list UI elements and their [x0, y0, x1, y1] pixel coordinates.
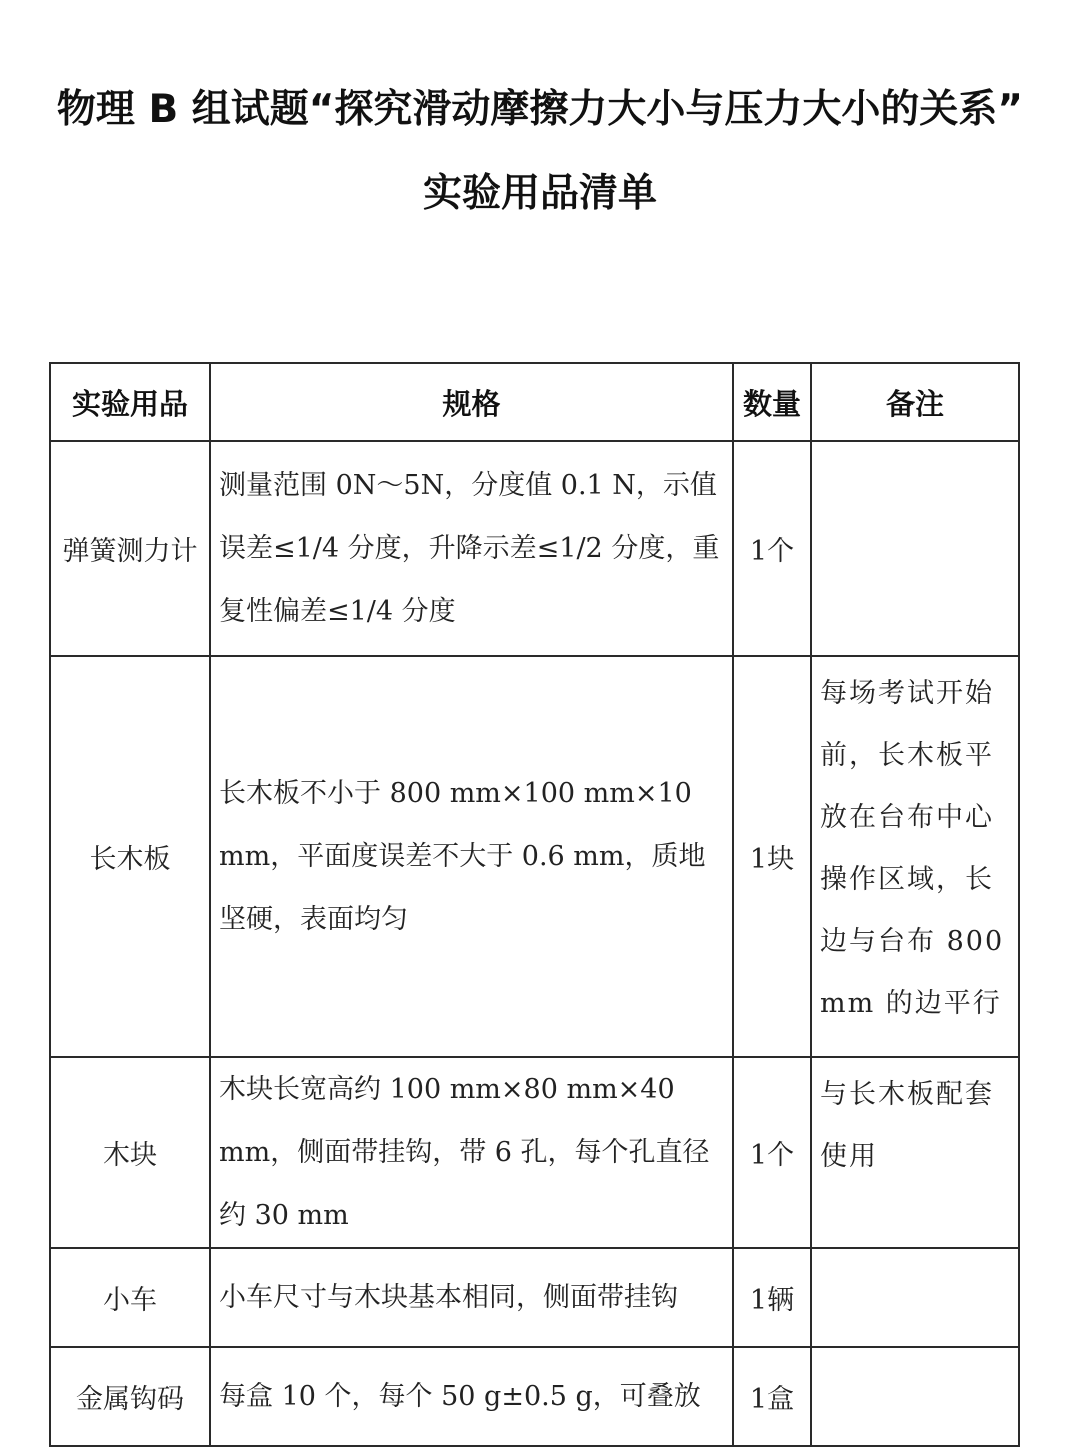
header-spec: 规格	[210, 363, 733, 441]
item-spec: 木块长宽高约 100 mm×80 mm×40 mm，侧面带挂钩，带 6 孔，每个孔直径约 30 mm	[210, 1057, 733, 1248]
table-row	[50, 1248, 1019, 1347]
item-note	[811, 1248, 1019, 1347]
item-quantity: 1块	[733, 656, 811, 1057]
item-name: 长木板	[50, 656, 210, 1057]
item-spec: 小车尺寸与木块基本相同，侧面带挂钩	[210, 1248, 733, 1347]
table-row	[50, 656, 1019, 1057]
table-row	[50, 1057, 1019, 1248]
item-note: 与长木板配套使用	[811, 1057, 1019, 1248]
item-name: 弹簧测力计	[50, 441, 210, 656]
item-name: 小车	[50, 1248, 210, 1347]
item-name: 木块	[50, 1057, 210, 1248]
document-title: 物理 B 组试题“探究滑动摩擦力大小与压力大小的关系”	[56, 87, 1024, 132]
item-quantity: 1盒	[733, 1347, 811, 1446]
header-quantity: 数量	[733, 363, 811, 441]
item-name: 金属钩码	[50, 1347, 210, 1446]
equipment-table	[49, 362, 1020, 1447]
item-spec: 测量范围 0N～5N，分度值 0.1 N，示值误差≤1/4 分度，升降示差≤1/2 分度，重复性偏差≤1/4 分度	[210, 441, 733, 656]
table-row	[50, 1347, 1019, 1446]
item-quantity: 1个	[733, 1057, 811, 1248]
item-note	[811, 441, 1019, 656]
item-spec: 长木板不小于 800 mm×100 mm×10 mm，平面度误差不大于 0.6 mm，质地坚硬，表面均匀	[210, 656, 733, 1057]
table-header-row	[50, 363, 1019, 441]
document-subtitle: 实验用品清单	[422, 171, 657, 216]
header-item: 实验用品	[50, 363, 210, 441]
item-note: 每场考试开始前，长木板平放在台布中心操作区域，长边与台布 800 mm 的边平行	[811, 656, 1019, 1057]
item-quantity: 1个	[733, 441, 811, 656]
item-spec: 每盒 10 个，每个 50 g±0.5 g，可叠放	[210, 1347, 733, 1446]
item-note	[811, 1347, 1019, 1446]
table-row	[50, 441, 1019, 656]
item-quantity: 1辆	[733, 1248, 811, 1347]
header-note: 备注	[811, 363, 1019, 441]
